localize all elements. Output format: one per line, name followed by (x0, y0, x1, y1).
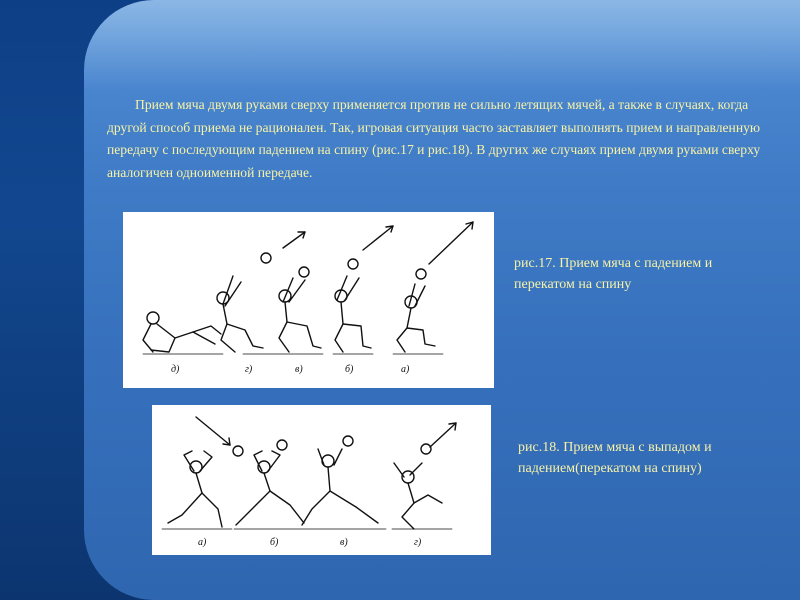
panel-highlight (84, 0, 800, 90)
figure-18-image (152, 405, 491, 555)
figure-phase-d (143, 312, 221, 352)
figure-phase-a (397, 284, 435, 352)
fig17-label-5: а) (401, 364, 410, 375)
figure-18-caption: рис.18. Прием мяча с выпадом и падением(перекатом на спину) (518, 440, 712, 476)
figure-17-image (123, 212, 494, 388)
body-paragraph: Прием мяча двумя руками сверху применяется против не сильно летящих мячей, а также в случаях, когда другой способ приема не рационален. Так, игровая ситуация часто заставляет выполнять прием и направленную передачу с последующим падением на спину (рис.17 и рис.18). В других же случаях прием двумя руками сверху аналогичен одноименной передаче. (107, 97, 761, 180)
fig17-label-1: д) (171, 364, 180, 375)
fig18-label-1: а) (198, 537, 207, 548)
figure-phase-v (302, 449, 378, 525)
figure-phase-a (168, 451, 222, 527)
fig17-label-4: б) (345, 364, 354, 375)
fig17-label-3: в) (295, 364, 303, 375)
figure-phase-g (394, 463, 442, 529)
figure-phase-b (236, 451, 304, 525)
figure-phase-v (279, 278, 321, 352)
ball-trajectories (261, 222, 473, 279)
figure-phase-g (217, 276, 263, 352)
figure-17-caption: рис.17. Прием мяча с падением и перекатом на спину (514, 256, 713, 292)
fig17-label-2: г) (245, 364, 253, 375)
fig18-label-3: в) (340, 537, 348, 548)
figure-phase-b (335, 276, 371, 352)
fig18-label-2: б) (270, 537, 279, 548)
fig18-label-4: г) (414, 537, 422, 548)
ball-trajectories (196, 417, 456, 456)
